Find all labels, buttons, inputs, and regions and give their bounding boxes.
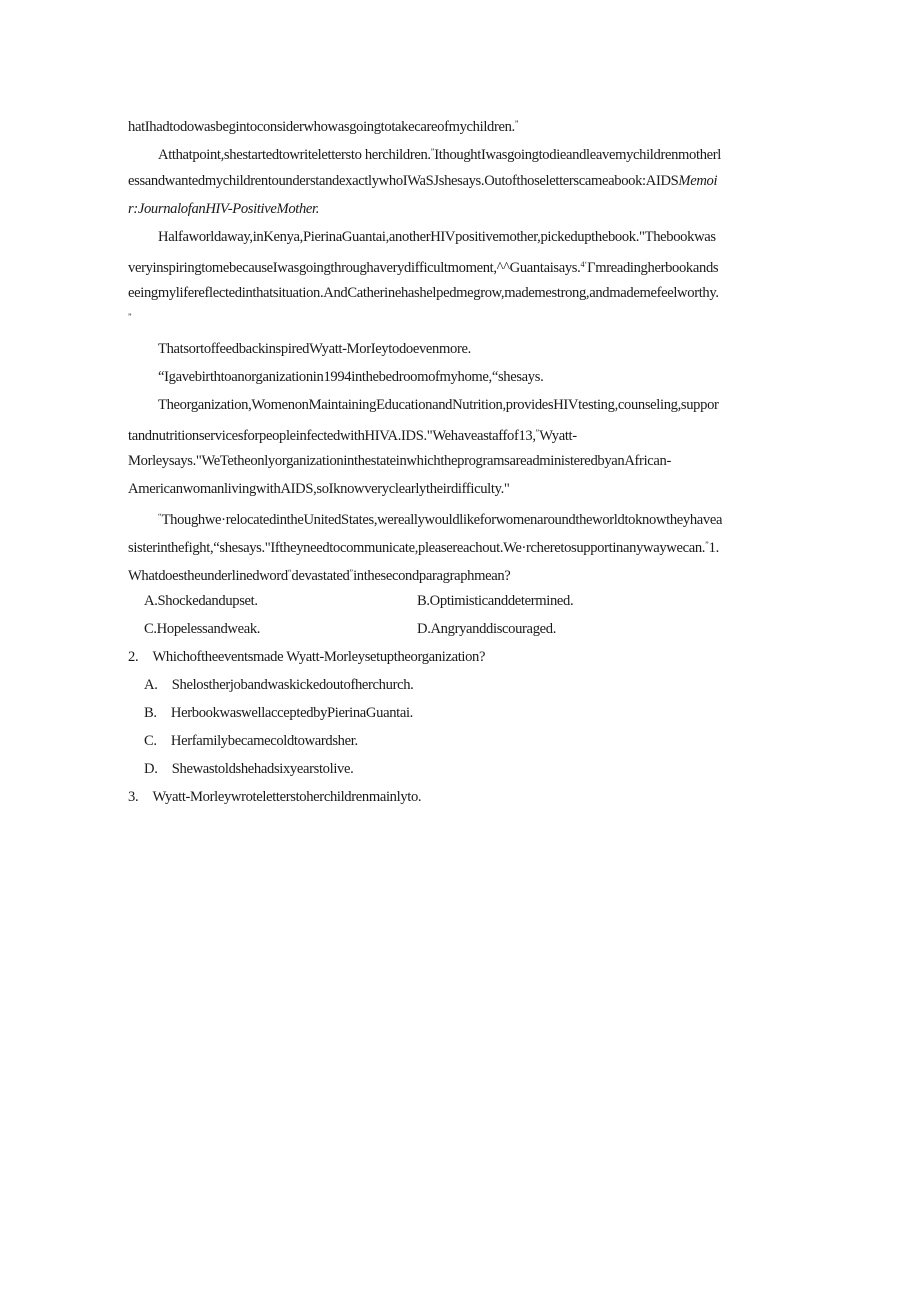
- q1-option-d: D.Angryanddiscouraged.: [417, 621, 557, 637]
- passage-line: eeingmylifereflectedinthatsituation.AndCatherinehashelpedmegrow,mademestrong,andmademefeelworthy.: [128, 285, 719, 301]
- passage-line: ”: [128, 312, 132, 321]
- passage-line: AmericanwomanlivingwithAIDS,soIknowveryclearlytheirdifficulty.": [128, 481, 510, 497]
- passage-line: tandnutritionservicesforpeopleinfectedwithHIVA.IDS."Wehaveastaffof13,”Wyatt-: [128, 428, 577, 444]
- passage-line: r:JournalofanHIV-PositiveMother.: [128, 201, 320, 217]
- q2-option-b: B. HerbookwaswellacceptedbyPierinaGuantai.: [144, 705, 413, 721]
- passage-line: Atthatpoint,shestartedtowritelettersto herchildren.”IthoughtIwasgoingtodieandleavemychildrenmotherl: [158, 147, 721, 163]
- q1-option-c: C.Hopelessandweak.: [144, 621, 261, 637]
- passage-line: Halfaworldaway,inKenya,PierinaGuantai,anotherHIVpositivemother,pickedupthebook."Thebookwas: [158, 229, 716, 245]
- q2-option-a: A. Shelostherjobandwaskickedoutofherchurch.: [144, 677, 414, 693]
- passage-line: “Thoughwe·relocatedintheUnitedStates,wereallywouldlikeforwomenaroundtheworldtoknowtheyhavea: [158, 512, 723, 528]
- passage-line: veryinspiringtomebecauseIwasgoingthroughaverydifficultmoment,^^Guantaisays.$^{4‘}$Гmreadingherbookands: [128, 260, 719, 276]
- passage-line: essandwantedmychildrentounderstandexactlywhoIWaSJshesays.Outofthoseletterscameabook:AIDSMemoi: [128, 173, 718, 189]
- passage-line: “Igavebirthtoanorganizationin1994inthebedroomofmyhome,“shesays.: [158, 369, 544, 385]
- passage-line: hatIhadtodowasbegintoconsiderwhowasgoingtotakecareofmychildren.”: [128, 119, 519, 135]
- question-1-stem: Whatdoestheunderlinedword“devastated”inthesecondparagraphmean?: [128, 568, 511, 584]
- q1-option-b: B.Optimisticanddetermined.: [417, 593, 574, 609]
- q2-option-d: D. Shewastoldshehadsixyearstolive.: [144, 761, 354, 777]
- passage-line: Theorganization,WomenonMaintainingEducationandNutrition,providesHIVtesting,counseling,suppor: [158, 397, 719, 413]
- passage-line: ThatsortoffeedbackinspiredWyatt-MorIeytodoevenmore.: [158, 341, 471, 357]
- question-3-stem: 3. Wyatt-Morleywroteletterstoherchildrenmainlyto.: [128, 789, 422, 805]
- question-2-stem: 2. Whichoftheeventsmade Wyatt-Morleysetuptheorganization?: [128, 649, 486, 665]
- q1-option-a: A.Shockedandupset.: [144, 593, 258, 609]
- q2-option-c: C. Herfamilybecamecoldtowardsher.: [144, 733, 358, 749]
- passage-line: sisterinthefight,“shesays."Iftheyneedtocommunicate,pleasereachout.We·rcheretosupportinanywaywecan.”1.: [128, 540, 719, 556]
- passage-line: Morleysays."WeTetheonlyorganizationinthestateinwhichtheprogramsareadministeredbyanAfrican-: [128, 453, 671, 469]
